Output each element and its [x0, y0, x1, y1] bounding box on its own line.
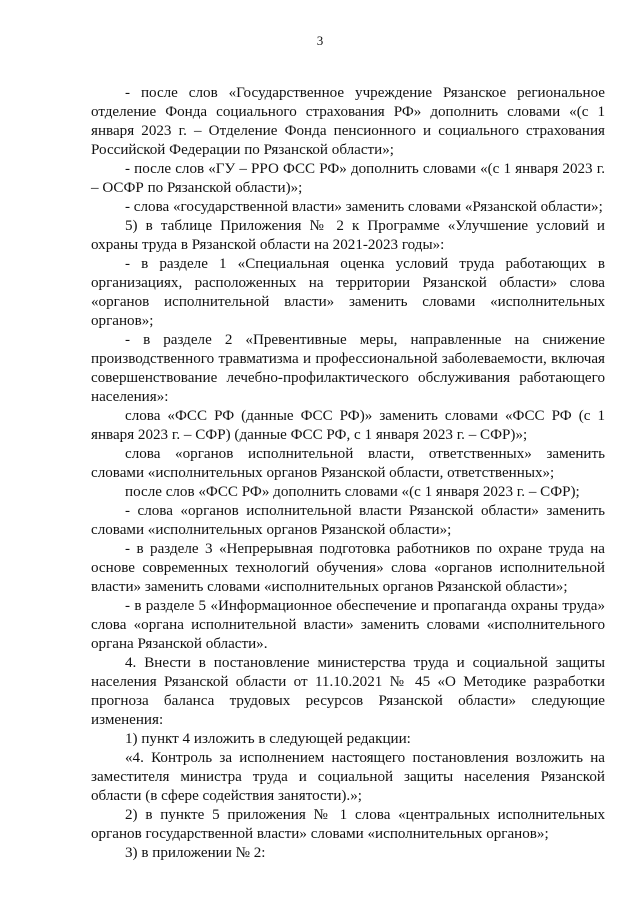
paragraph-fss-data: слова «ФСС РФ (данные ФСС РФ)» заменить словами «ФСС РФ (с 1 января 2023 г. – СФР) (данные ФСС РФ, с 1 января 2023 г. – СФР)»;: [91, 408, 605, 443]
paragraph-amend-state-power: - слова «государственной власти» заменить словами «Рязанской области»;: [125, 199, 603, 215]
paragraph-after-fss: после слов «ФСС РФ» дополнить словами «(с 1 января 2023 г. – СФР);: [125, 484, 580, 500]
paragraph-item-5: 5) в таблице Приложения № 2 к Программе «Улучшение условий и охраны труда в Рязанской области на 2021-2023 годы»:: [91, 218, 605, 253]
paragraph-quoted-point-4: «4. Контроль за исполнением настоящего постановления возложить на заместителя министра труда и социальной защиты населения Рязанской области (в сфере содействия занятости).»;: [91, 750, 605, 804]
paragraph-sub-3: 3) в приложении № 2:: [125, 845, 266, 861]
paragraph-sub-1: 1) пункт 4 изложить в следующей редакции:: [125, 731, 411, 747]
paragraph-section-1: - в разделе 1 «Специальная оценка условий труда работающих в организациях, расположенных на территории Рязанской области» слова «органов исполнительной власти» заменить словами «исполнительных органов»;: [91, 256, 605, 329]
paragraph-regional-bodies: - слова «органов исполнительной власти Рязанской области» заменить словами «исполнительных органов Рязанской области»;: [91, 503, 605, 538]
document-body: [91, 84, 605, 863]
page-number: 3: [316, 33, 324, 48]
paragraph-section-3: - в разделе 3 «Непрерывная подготовка работников по охране труда на основе современных технологий обучения» слова «органов исполнительной власти» заменить словами «исполнительных органов Рязанской области»;: [91, 541, 605, 595]
paragraph-amend-gu-rro: - после слов «ГУ – РРО ФСС РФ» дополнить словами «(с 1 января 2023 г. – ОСФР по Рязанской области)»;: [91, 161, 605, 196]
paragraph-amend-fss-name: - после слов «Государственное учреждение Рязанское региональное отделение Фонда социального страхования РФ» дополнить словами «(с 1 января 2023 г. – Отделение Фонда пенсионного и социального страхования Российской Федерации по Рязанской области»;: [91, 85, 605, 158]
paragraph-responsible-bodies: слова «органов исполнительной власти, ответственных» заменить словами «исполнительных органов Рязанской области, ответственных»;: [91, 446, 605, 481]
paragraph-section-2: - в разделе 2 «Превентивные меры, направленные на снижение производственного травматизма и профессиональной заболеваемости, включая совершенствование лечебно-профилактического обслуживания работающего населения»:: [91, 332, 605, 405]
paragraph-sub-2: 2) в пункте 5 приложения № 1 слова «центральных исполнительных органов государственной власти» словами «исполнительных органов»;: [91, 807, 605, 842]
paragraph-section-5: - в разделе 5 «Информационное обеспечение и пропаганда охраны труда» слова «органа исполнительной власти» заменить словами «исполнительного органа Рязанской области».: [91, 598, 605, 652]
paragraph-item-4: 4. Внести в постановление министерства труда и социальной защиты населения Рязанской области от 11.10.2021 № 45 «О Методике разработки прогноза баланса трудовых ресурсов Рязанской области» следующие изменения:: [91, 655, 605, 728]
